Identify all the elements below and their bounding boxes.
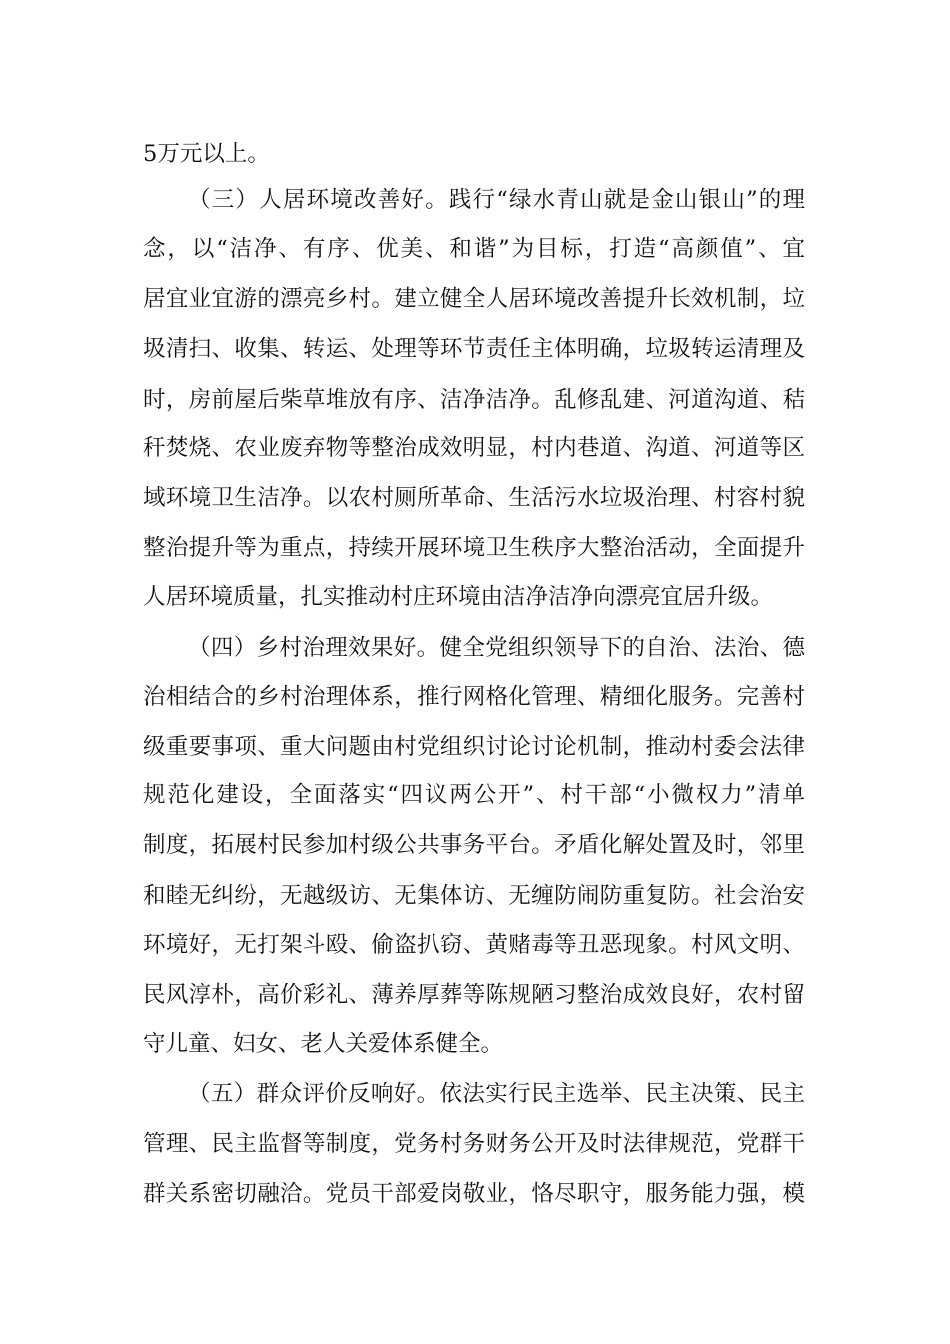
text-line: 守儿童、妇女、老人关爱体系健全。 (143, 1031, 504, 1057)
text-line: （四）乡村治理效果好。健全党组织领导下的自治、法治、德 (188, 635, 805, 661)
text-line: 规范化建设，全面落实“四议两公开”、村干部“小微权力”清单 (143, 782, 805, 808)
text-line: 民风淳朴，高价彩礼、薄养厚葬等陈规陋习整治成效良好，农村留 (143, 982, 805, 1008)
text-line: 5万元以上。 (143, 141, 270, 167)
text-line: 念，以“洁净、有序、优美、和谐”为目标，打造“高颜值”、宜 (143, 236, 805, 262)
text-line: 整治提升等为重点，持续开展环境卫生秩序大整治活动，全面提升 (143, 535, 805, 561)
text-line: 制度，拓展村民参加村级公共事务平台。矛盾化解处置及时，邻里 (143, 832, 805, 858)
text-line: 和睦无纠纷，无越级访、无集体访、无缠防闹防重复防。社会治安 (143, 883, 805, 909)
text-line: 环境好，无打架斗殴、偷盗扒窃、黄赌毒等丑恶现象。村风文明、 (143, 932, 805, 958)
text-line: 时，房前屋后柴草堆放有序、洁净洁净。乱修乱建、河道沟道、秸 (143, 387, 805, 413)
text-line: 管理、民主监督等制度，党务村务财务公开及时法律规范，党群干 (143, 1131, 805, 1157)
text-line: 人居环境质量，扎实推动村庄环境由洁净洁净向漂亮宜居升级。 (143, 584, 774, 610)
text-line: 秆焚烧、农业废弃物等整治成效明显，村内巷道、沟道、河道等区 (143, 435, 805, 461)
text-line: 域环境卫生洁净。以农村厕所革命、生活污水垃圾治理、村容村貌 (143, 485, 805, 511)
text-line: 群关系密切融洽。党员干部爱岗敬业，恪尽职守，服务能力强，模 (143, 1181, 805, 1207)
text-line: 圾清扫、收集、转运、处理等环节责任主体明确，垃圾转运清理及 (143, 336, 805, 362)
text-line: 治相结合的乡村治理体系，推行网格化管理、精细化服务。完善村 (143, 684, 805, 710)
text-line: （三）人居环境改善好。践行“绿水青山就是金山银山”的理 (188, 187, 805, 213)
text-line: 级重要事项、重大问题由村党组织讨论讨论机制，推动村委会法律 (143, 734, 805, 760)
text-line: （五）群众评价反响好。依法实行民主选举、民主决策、民主 (188, 1081, 805, 1107)
text-line: 居宜业宜游的漂亮乡村。建立健全人居环境改善提升长效机制，垃 (143, 286, 805, 312)
